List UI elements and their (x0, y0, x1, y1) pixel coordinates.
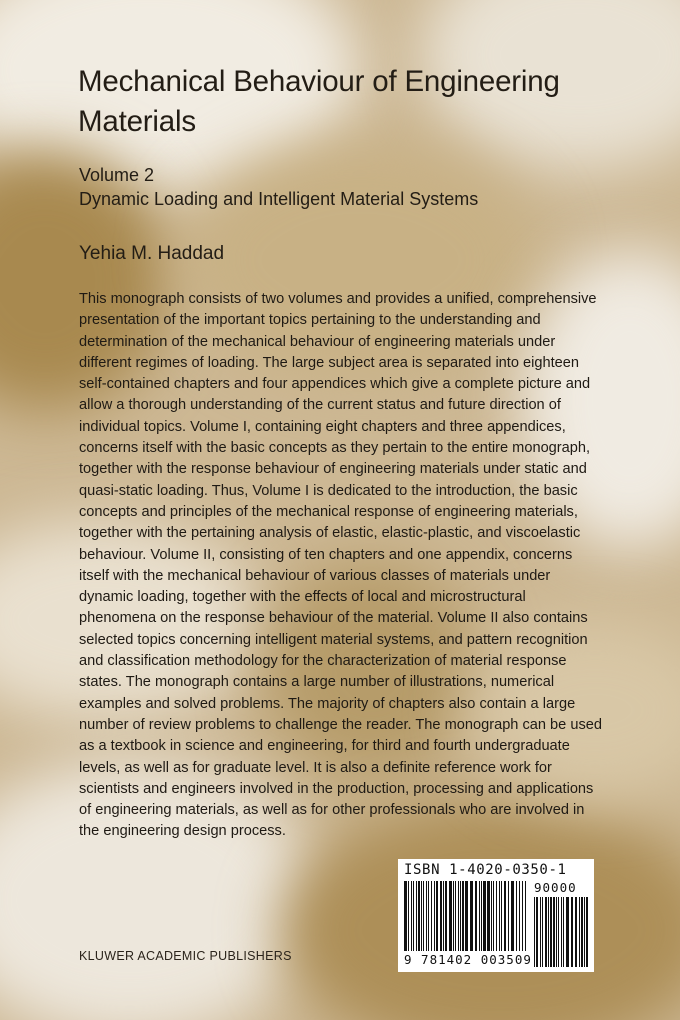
barcode-bar (458, 881, 459, 951)
publisher-name: KLUWER ACADEMIC PUBLISHERS (79, 949, 292, 963)
barcode-bar (581, 897, 583, 967)
barcode-bar (571, 897, 573, 967)
barcode-bar (556, 897, 557, 967)
barcode-bar (479, 881, 480, 951)
barcode-bar (508, 881, 509, 951)
barcode-bar (483, 881, 486, 951)
barcode-bar (519, 881, 520, 951)
barcode-bar (522, 881, 523, 951)
barcode-bar (408, 881, 409, 951)
barcode-bar (431, 881, 432, 951)
barcode-bar (434, 881, 435, 951)
barcode-bar (440, 881, 442, 951)
barcode-bar (453, 881, 454, 951)
barcode-bar (501, 881, 502, 951)
barcode-bar (460, 881, 461, 951)
barcode-bar (443, 881, 444, 951)
barcode-bar (481, 881, 482, 951)
barcode-bar (493, 881, 494, 951)
barcode-bar (411, 881, 412, 951)
barcode-bar (491, 881, 492, 951)
barcode-bar (428, 881, 429, 951)
barcode-bar (561, 897, 562, 967)
barcode-bar (426, 881, 427, 951)
author-name: Yehia M. Haddad (79, 243, 225, 264)
barcode-bar (540, 897, 541, 967)
barcode-bar (553, 897, 555, 967)
barcode-bar (455, 881, 456, 951)
barcode-bar (404, 881, 407, 951)
barcode-bar (470, 881, 473, 951)
barcode-bar (465, 881, 468, 951)
barcode-bar (475, 881, 477, 951)
barcode-bar (558, 897, 559, 967)
barcode-main-number: 9 781402 003509 (404, 952, 532, 967)
barcode-bar (413, 881, 414, 951)
barcode-bars-addon (534, 897, 588, 967)
barcode-bar (563, 897, 564, 967)
barcode-bar (525, 881, 526, 951)
barcode-bar (462, 881, 464, 951)
barcode-bar (548, 897, 549, 967)
barcode-bar (542, 897, 543, 967)
barcode-bar (449, 881, 452, 951)
barcode-bar (536, 897, 538, 967)
barcode-bar (416, 881, 417, 951)
barcode-bar (487, 881, 490, 951)
isbn-label: ISBN 1-4020-0350-1 (404, 862, 567, 878)
book-title: Mechanical Behaviour of Engineering Materials (78, 65, 560, 138)
book-description: This monograph consists of two volumes and provides a unified, comprehensive presentation of the important topics pertaining to the understanding and determination of the mechanical behaviour of engineering materials under different regimes of loading. The large subject area is separated into eighteen self-contained chapters and four appendices which give a complete picture and allow a thorough understanding of the current status and future direction of individual topics. Volume I, containing eight chapters and three appendices, concerns itself with the basic concepts as they pertain to the entire monograph, together with the response behaviour of engineering materials under static and quasi-static loading. Thus, Volume I is dedicated to the introduction, the basic concepts and principles of the mechanical response of engineering materials, together with the pertaining analysis of elastic, elastic-plastic, and viscoelastic behaviour. Volume II, consisting of ten chapters and one appendix, concerns itself with the mechanical behaviour of various classes of materials under dynamic loading, together with the effects of local and microstructural phenomena on the response behaviour of the material. Volume II also contains selected topics concerning intelligent material systems, and pattern recognition and classification methodology for the characterization of material response states. The monograph contains a large number of illustrations, numerical examples and solved problems. The majority of chapters also contain a large number of review problems to challenge the reader. The monograph can be used as a textbook in science and engineering, for third and fourth undergraduate levels, as well as for graduate level. It is also a definite reference work for scientists and engineers involved in the production, processing and applications of engineering materials, as well as for other professionals who are involved in the engineering design process. (79, 291, 602, 840)
barcode-bars-main (404, 881, 526, 951)
barcode-bar (545, 897, 547, 967)
barcode-bar (496, 881, 497, 951)
barcode-bar (550, 897, 552, 967)
barcode-bar (423, 881, 424, 951)
barcode-bar (579, 897, 580, 967)
volume-number: Volume 2 (79, 165, 155, 185)
barcode-bar (566, 897, 569, 967)
barcode-bar (504, 881, 506, 951)
barcode-bar (511, 881, 514, 951)
barcode-bar (418, 881, 420, 951)
barcode-bar (584, 897, 585, 967)
barcode-bar (421, 881, 422, 951)
barcode-bar (516, 881, 517, 951)
barcode-bar (445, 881, 447, 951)
barcode-bar (586, 897, 588, 967)
barcode-bar (575, 897, 577, 967)
barcode-addon-number: 90000 (534, 880, 577, 895)
barcode-bar (499, 881, 500, 951)
barcode-bar (534, 897, 535, 967)
isbn-barcode (398, 859, 594, 972)
barcode-bar (436, 881, 438, 951)
volume-subtitle: Dynamic Loading and Intelligent Material Systems (79, 189, 479, 209)
